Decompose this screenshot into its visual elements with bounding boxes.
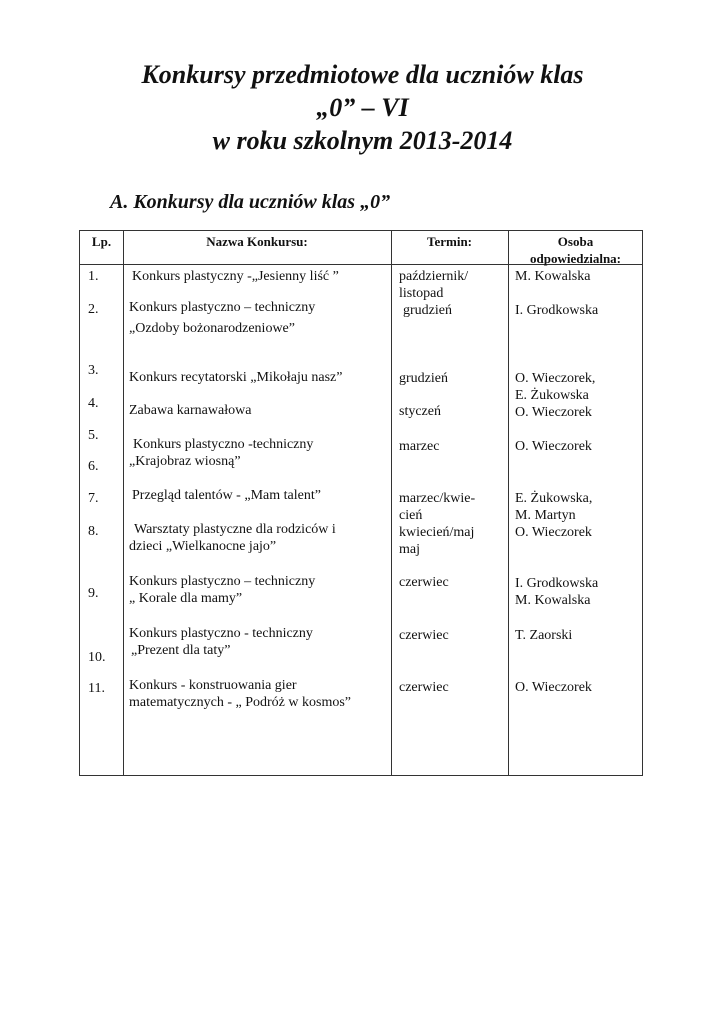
competitions-table: [79, 230, 643, 776]
competition-name: Konkurs plastyczno -techniczny: [133, 437, 314, 452]
competition-term: marzec/kwie-: [399, 491, 476, 506]
header-person-line-2: odpowiedzialna:: [529, 251, 621, 266]
header-name: Nazwa Konkursu:: [206, 234, 308, 249]
responsible-person: O. Wieczorek: [515, 525, 592, 540]
responsible-person: M. Martyn: [515, 508, 576, 523]
row-number: 9.: [88, 586, 99, 601]
responsible-person: E. Żukowska: [515, 388, 589, 403]
row-number: 1.: [88, 269, 99, 284]
row-number: 6.: [88, 459, 99, 474]
row-number: 4.: [88, 396, 99, 411]
competition-name: „Prezent dla taty”: [131, 643, 231, 658]
competition-name: Przegląd talentów - „Mam talent”: [132, 488, 321, 503]
competition-term: kwiecień/maj: [399, 525, 475, 540]
competition-name: Konkurs plastyczno – techniczny: [129, 300, 316, 315]
row-number: 8.: [88, 524, 99, 539]
competition-term: czerwiec: [399, 680, 449, 695]
competition-name: Konkurs plastyczny -„Jesienny liść ”: [132, 269, 339, 284]
responsible-person: I. Grodkowska: [515, 303, 599, 318]
header-person-line-1: Osoba: [557, 234, 594, 249]
competition-name: Zabawa karnawałowa: [129, 403, 252, 418]
row-number: 7.: [88, 491, 99, 506]
row-number: 5.: [88, 428, 99, 443]
column-divider: [123, 231, 124, 775]
competition-name: „Krajobraz wiosną”: [129, 454, 241, 469]
competition-name: Konkurs recytatorski „Mikołaju nasz”: [129, 370, 343, 385]
competition-term: styczeń: [399, 404, 441, 419]
competition-term: cień: [399, 508, 423, 523]
title-line-3: w roku szkolnym 2013-2014: [212, 126, 513, 155]
row-number: 11.: [88, 681, 105, 696]
competition-term: październik/: [399, 269, 469, 284]
responsible-person: E. Żukowska,: [515, 491, 593, 506]
competition-name: „ Korale dla mamy”: [129, 591, 243, 606]
title-line-2: „0” – VI: [316, 93, 409, 122]
responsible-person: O. Wieczorek: [515, 439, 592, 454]
header-person: [508, 233, 643, 267]
row-number: 10.: [88, 650, 106, 665]
competition-term: listopad: [399, 286, 444, 301]
row-number: 2.: [88, 302, 99, 317]
document-title: [0, 58, 725, 157]
competition-name: „Ozdoby bożonarodzeniowe”: [129, 321, 295, 336]
responsible-person: O. Wieczorek: [515, 680, 592, 695]
section-heading: A. Konkursy dla uczniów klas „0”: [110, 191, 391, 213]
competition-name: Warsztaty plastyczne dla rodziców i: [134, 522, 336, 537]
competition-name: Konkurs plastyczno – techniczny: [129, 574, 316, 589]
responsible-person: I. Grodkowska: [515, 576, 599, 591]
competition-name: Konkurs - konstruowania gier: [129, 678, 297, 693]
responsible-person: M. Kowalska: [515, 269, 591, 284]
title-line-1: Konkursy przedmiotowe dla uczniów klas: [141, 60, 584, 89]
competition-name: matematycznych - „ Podróż w kosmos”: [129, 695, 351, 710]
competition-term: grudzień: [399, 371, 448, 386]
column-divider: [391, 231, 392, 775]
competition-term: maj: [399, 542, 420, 557]
responsible-person: M. Kowalska: [515, 593, 591, 608]
row-number: 3.: [88, 363, 99, 378]
column-divider: [508, 231, 509, 775]
competition-term: grudzień: [403, 303, 452, 318]
competition-term: czerwiec: [399, 628, 449, 643]
competition-term: marzec: [399, 439, 440, 454]
competition-term: czerwiec: [399, 575, 449, 590]
header-lp: Lp.: [91, 234, 112, 249]
competition-name: dzieci „Wielkanocne jajo”: [129, 539, 277, 554]
responsible-person: O. Wieczorek,: [515, 371, 596, 386]
responsible-person: O. Wieczorek: [515, 405, 592, 420]
responsible-person: T. Zaorski: [515, 628, 573, 643]
competition-name: Konkurs plastyczno - techniczny: [129, 626, 313, 641]
header-term: Termin:: [426, 234, 473, 249]
